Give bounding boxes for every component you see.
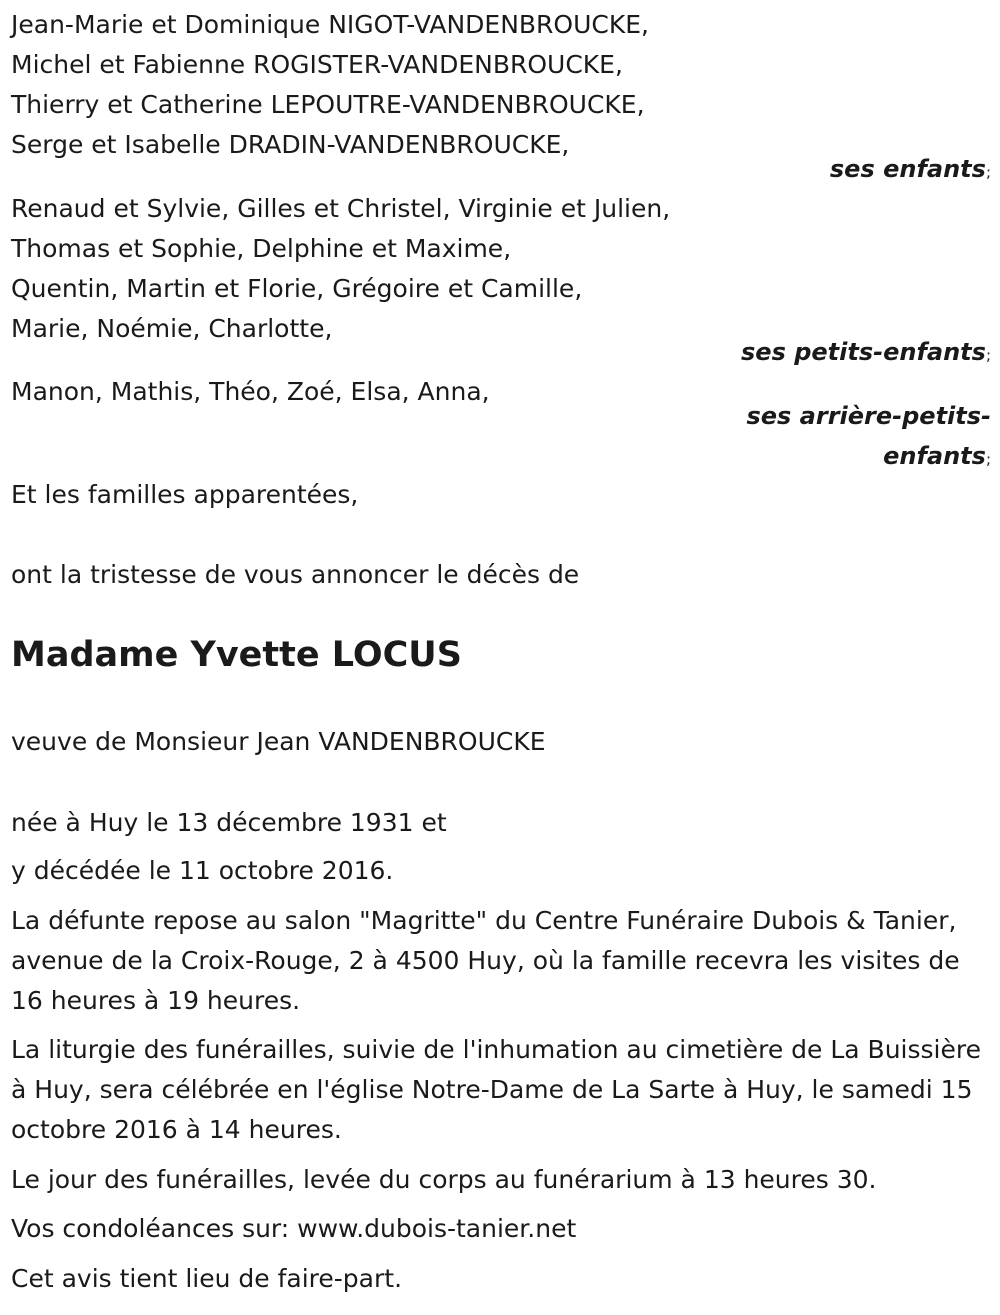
grandchild-line: Quentin, Martin et Florie, Grégoire et Camille, [11, 274, 583, 303]
great-grandchildren-line: Manon, Mathis, Théo, Zoé, Elsa, Anna, [11, 377, 490, 406]
child-line: Thierry et Catherine LEPOUTRE-VANDENBROUCKE, [11, 90, 645, 119]
grandchild-line: Renaud et Sylvie, Gilles et Christel, Virginie et Julien, [11, 194, 671, 223]
announce-line: ont la tristesse de vous annoncer le décès de [11, 560, 580, 589]
liturgy-paragraph: La liturgie des funérailles, suivie de l'inhumation au cimetière de La Buissière à Huy, sera célébrée en l'église Notre-Dame de La Sarte à Huy, le samedi 15 octobre 2016 à 14 heures. [11, 1035, 981, 1144]
role-children-label: ses enfants [829, 155, 986, 183]
role-children-punct: ; [985, 163, 991, 181]
child-line: Serge et Isabelle DRADIN-VANDENBROUCKE, [11, 130, 570, 159]
grandchildren-block [11, 189, 991, 349]
children-block [11, 5, 991, 165]
role-grandchildren [11, 332, 991, 375]
role-grandchildren-punct: ; [985, 346, 991, 364]
rest-paragraph: La défunte repose au salon "Magritte" du Centre Funéraire Dubois & Tanier, avenue de la Croix-Rouge, 2 à 4500 Huy, où la famille recevra les visites de 16 heures à 19 heures. [11, 906, 960, 1015]
child-line: Michel et Fabienne ROGISTER-VANDENBROUCKE, [11, 50, 623, 79]
role-children [11, 149, 991, 192]
deceased-name: Madame Yvette LOCUS [11, 635, 462, 675]
role-great-grandchildren-line1: ses arrière-petits- [746, 402, 991, 430]
grandchild-line: Marie, Noémie, Charlotte, [11, 314, 333, 343]
families-line: Et les familles apparentées, [11, 480, 359, 509]
condolences-line: Vos condoléances sur: www.dubois-tanier.net [11, 1214, 577, 1243]
closing-line: Cet avis tient lieu de faire-part. [11, 1264, 403, 1293]
role-great-grandchildren [11, 396, 991, 479]
role-grandchildren-label: ses petits-enfants [741, 338, 986, 366]
born-line: née à Huy le 13 décembre 1931 et [11, 808, 447, 837]
role-great-grandchildren-line2: enfants [883, 442, 986, 470]
child-line: Jean-Marie et Dominique NIGOT-VANDENBROUCKE, [11, 10, 649, 39]
role-great-grandchildren-punct: ; [985, 450, 991, 468]
transfer-line: Le jour des funérailles, levée du corps au funérarium à 13 heures 30. [11, 1165, 877, 1194]
grandchild-line: Thomas et Sophie, Delphine et Maxime, [11, 234, 512, 263]
died-line: y décédée le 11 octobre 2016. [11, 856, 394, 885]
widow-of-line: veuve de Monsieur Jean VANDENBROUCKE [11, 727, 546, 756]
